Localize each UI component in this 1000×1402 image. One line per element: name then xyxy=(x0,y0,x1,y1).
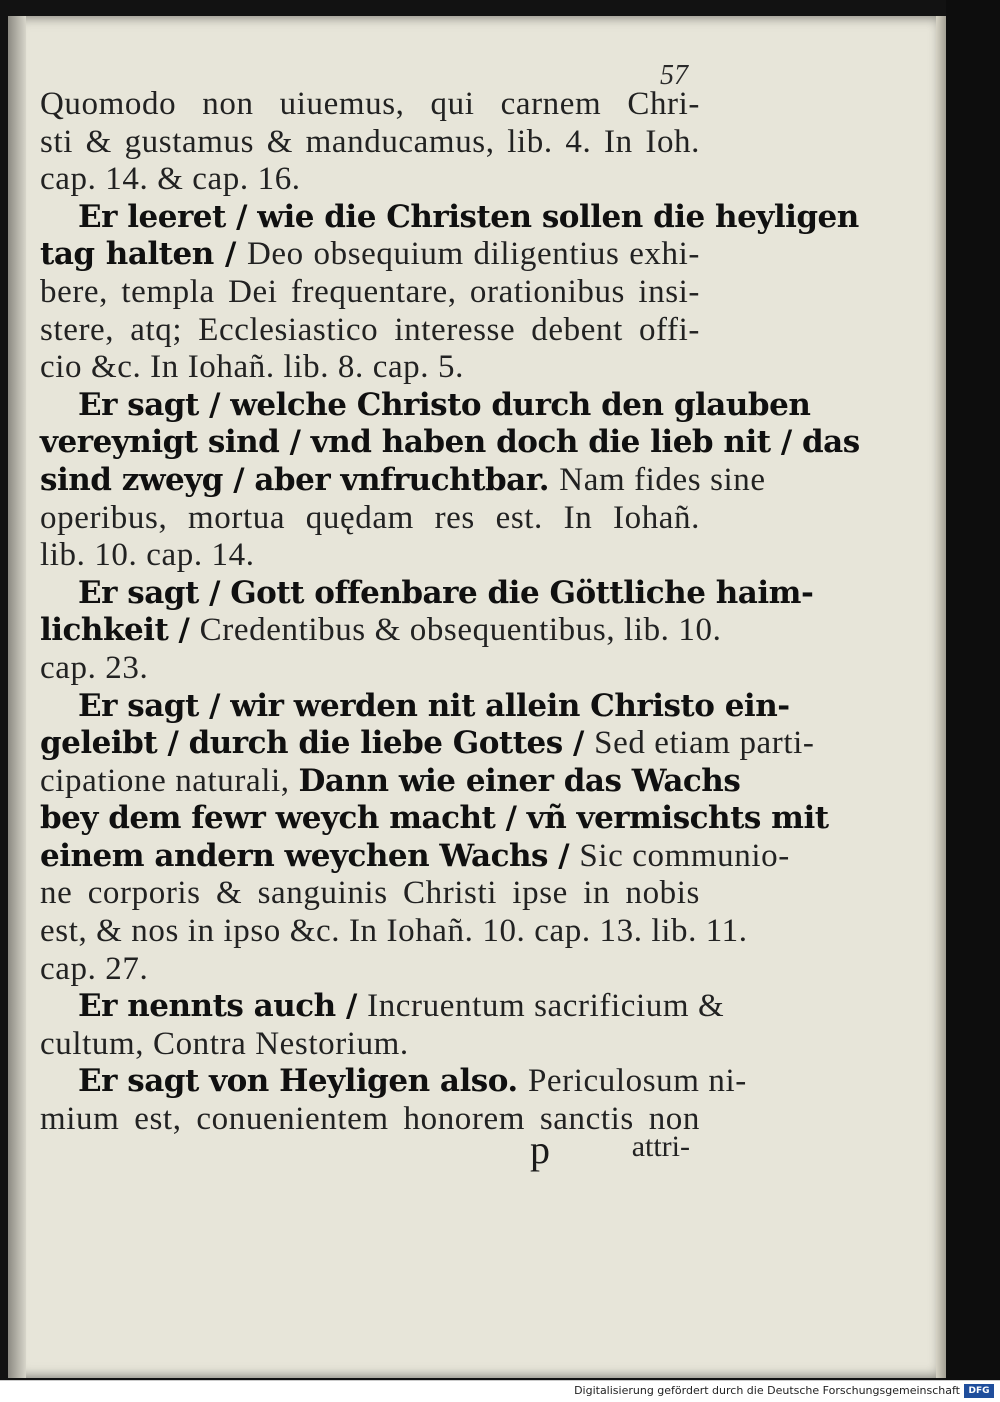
text-line xyxy=(40,198,859,237)
text-line xyxy=(40,236,700,274)
roman-text: cio &c. In Iohañ. lib. 8. cap. 5. xyxy=(40,349,464,386)
blackletter-text: sind zweyg / aber vnfruchtbar. xyxy=(40,461,560,498)
dfg-logo: DFG xyxy=(964,1384,994,1398)
roman-text: bere, templa Dei frequentare, orationibus insi- xyxy=(40,273,700,310)
text-line xyxy=(40,500,700,538)
blackletter-text: tag halten / xyxy=(40,236,247,273)
text-line xyxy=(40,687,790,726)
text-line xyxy=(40,988,725,1026)
roman-text: cap. 27. xyxy=(40,950,149,987)
digitization-footer xyxy=(0,1380,1000,1402)
blackletter-text: lichkeit / xyxy=(40,612,200,649)
text-line xyxy=(40,650,700,688)
text-line xyxy=(40,725,815,763)
page-gutter-shadow xyxy=(8,16,26,1378)
text-line xyxy=(40,312,700,350)
page-text xyxy=(40,86,860,1139)
roman-text: cipatione naturali, xyxy=(40,762,299,799)
roman-text: Periculosum ni- xyxy=(527,1063,747,1100)
roman-text: cap. 14. & cap. 16. xyxy=(40,161,301,198)
roman-text: cultum, Contra Nestorium. xyxy=(40,1025,409,1062)
blackletter-text: geleibt / durch die liebe Gottes / xyxy=(40,725,595,762)
roman-text: Nam fides sine xyxy=(559,461,766,498)
text-line xyxy=(40,424,860,462)
text-line xyxy=(40,161,700,199)
roman-text: Sed etiam parti- xyxy=(594,725,815,762)
blackletter-text: Er sagt / welche Christo durch den glauben xyxy=(78,386,811,423)
text-line xyxy=(40,800,829,838)
blackletter-text: einem andern weychen Wachs / xyxy=(40,837,580,874)
roman-text: Credentibus & obsequentibus, lib. 10. xyxy=(199,612,722,649)
roman-text: Deo obsequium diligentius exhi- xyxy=(246,236,700,273)
roman-text: ne corporis & sanguinis Christi ipse in nobis xyxy=(40,875,700,912)
blackletter-text: Er nennts auch / xyxy=(78,988,368,1025)
text-line xyxy=(40,349,700,387)
text-line xyxy=(40,274,700,312)
footer-credit: Digitalisierung gefördert durch die Deutsche Forschungsgemeinschaft xyxy=(574,1384,960,1397)
blackletter-text: Er sagt / wir werden nit allein Christo ein- xyxy=(78,687,790,724)
blackletter-text: vereynigt sind / vnd haben doch die lieb nit / das xyxy=(40,424,860,461)
blackletter-text: bey dem fewr weych macht / vñ vermischts mit xyxy=(40,800,829,837)
text-line xyxy=(40,1063,747,1101)
text-line xyxy=(40,951,700,989)
roman-text: mium est, conuenientem honorem sanctis non xyxy=(40,1101,700,1138)
roman-text: lib. 10. cap. 14. xyxy=(40,537,255,574)
roman-text: cap. 23. xyxy=(40,649,149,686)
catchword: attri- xyxy=(631,1130,690,1163)
roman-text: operibus, mortua quędam res est. In Iohañ. xyxy=(40,499,700,536)
roman-text: stere, atq; Ecclesiastico interesse debent offi- xyxy=(40,311,700,348)
blackletter-text: Er sagt von Heyligen also. xyxy=(78,1063,528,1100)
text-line xyxy=(40,762,741,801)
text-line xyxy=(40,386,811,425)
blackletter-text: Dann wie einer das Wachs xyxy=(298,762,741,799)
text-line xyxy=(40,537,700,575)
roman-text: sti & gustamus & manducamus, lib. 4. In Ioh. xyxy=(40,123,700,160)
text-line xyxy=(40,612,722,650)
roman-text: Incruentum sacrificium & xyxy=(367,988,725,1025)
text-line xyxy=(40,1026,700,1064)
roman-text: est, & nos in ipso &c. In Iohañ. 10. cap. 13. lib. 11. xyxy=(40,913,748,950)
roman-text: Sic communio- xyxy=(579,837,790,874)
page-bottom-marks xyxy=(40,1126,700,1172)
text-line xyxy=(40,124,700,162)
scan-border-right xyxy=(946,0,1000,1380)
text-line xyxy=(40,837,790,876)
text-line xyxy=(40,574,814,613)
folio-number: 57 xyxy=(660,60,688,91)
text-line xyxy=(40,913,748,951)
text-line xyxy=(40,461,766,500)
signature-mark: p xyxy=(530,1127,550,1172)
roman-text: Quomodo non uiuemus, qui carnem Chri- xyxy=(40,86,700,122)
text-line xyxy=(40,875,700,913)
blackletter-text: Er leeret / wie die Christen sollen die heyligen xyxy=(78,198,859,235)
page-fore-edge xyxy=(936,16,946,1378)
blackletter-text: Er sagt / Gott offenbare die Göttliche haim- xyxy=(78,574,814,611)
text-line xyxy=(40,86,700,124)
